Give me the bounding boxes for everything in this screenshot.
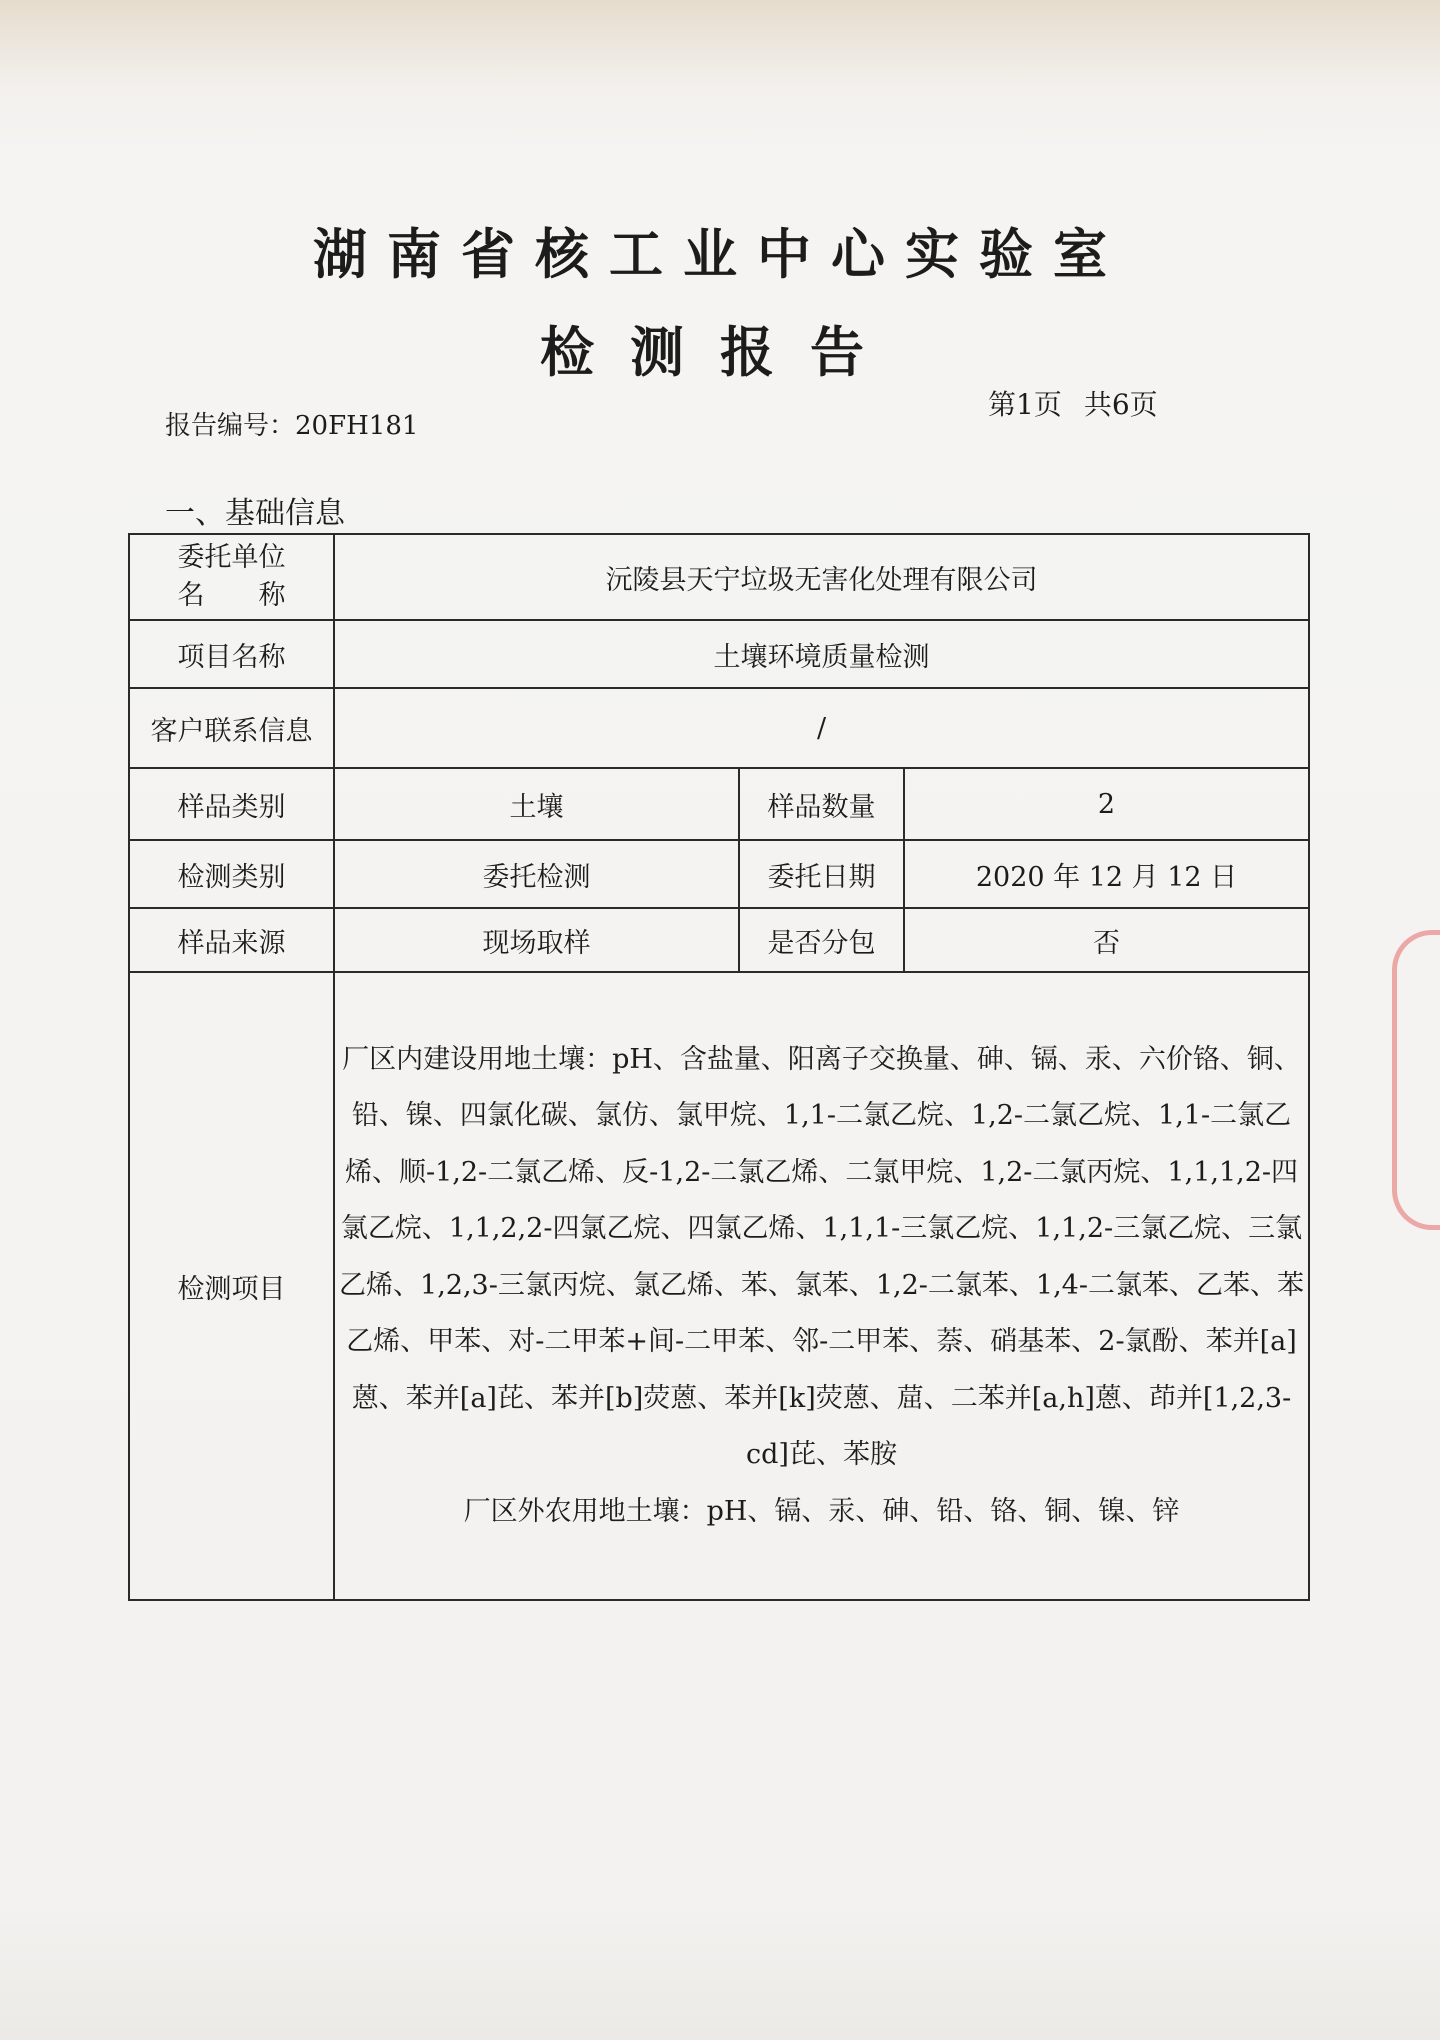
page-info bbox=[988, 383, 1180, 423]
page-number: 第1页 bbox=[988, 388, 1062, 421]
table-row bbox=[129, 620, 1309, 688]
document-title: 湖南省核工业中心实验室 bbox=[313, 223, 1127, 286]
entrust-date-label: 委托日期 bbox=[739, 840, 904, 908]
test-items-construction-land: 厂区内建设用地土壤：pH、含盐量、阳离子交换量、砷、镉、汞、六价铬、铜、铅、镍、四氯化碳、氯仿、氯甲烷、1,1-二氯乙烷、1,2-二氯乙烷、1,1-二氯乙烯、顺-1,2-二氯乙烯、反-1,2-二氯乙烯、二氯甲烷、1,2-二氯丙烷、1,1,1,2-四氯乙烷、1,1,2,2-四氯乙烷、四氯乙烯、1,1,1-三氯乙烷、1,1,2-三氯乙烷、三氯乙烯、1,2,3-三氯丙烷、氯乙烯、苯、氯苯、1,2-二氯苯、1,4-二氯苯、乙苯、苯乙烯、甲苯、对-二甲苯+间-二甲苯、邻-二甲苯、萘、硝基苯、2-氯酚、苯并[a]蒽、苯并[a]芘、苯并[b]荧蒽、苯并[k]荧蒽、䓛、二苯并[a,h]蒽、茚并[1,2,3-cd]芘、苯胺 bbox=[339, 1043, 1304, 1471]
test-items-farmland: 厂区外农用地土壤：pH、镉、汞、砷、铅、铬、铜、镍、锌 bbox=[463, 1495, 1180, 1527]
table-row bbox=[129, 768, 1309, 840]
document-subtitle: 检测报告 bbox=[540, 321, 900, 384]
red-seal-stamp bbox=[1392, 930, 1440, 1230]
sample-count-value: 2 bbox=[904, 768, 1309, 840]
table-row bbox=[129, 688, 1309, 768]
entrust-date-value: 2020 年 12 月 12 日 bbox=[904, 840, 1309, 908]
contact-info-value: / bbox=[334, 688, 1309, 768]
table-row bbox=[129, 840, 1309, 908]
client-label-line1: 委托单位 bbox=[177, 542, 286, 573]
report-number: 报告编号：20FH181 bbox=[165, 411, 419, 441]
table-row bbox=[129, 534, 1309, 620]
test-items-label: 检测项目 bbox=[129, 972, 334, 1600]
client-label-line2: 名 称 bbox=[177, 580, 286, 611]
sample-count-label: 样品数量 bbox=[739, 768, 904, 840]
subcontract-value: 否 bbox=[904, 908, 1309, 972]
contact-info-label: 客户联系信息 bbox=[129, 688, 334, 768]
basic-info-table bbox=[128, 533, 1310, 1601]
table-row bbox=[129, 972, 1309, 1600]
subcontract-label: 是否分包 bbox=[739, 908, 904, 972]
total-pages: 共6页 bbox=[1083, 388, 1158, 421]
test-type-value: 委托检测 bbox=[334, 840, 739, 908]
test-items-value bbox=[334, 972, 1309, 1600]
client-name-value: 沅陵县天宁垃圾无害化处理有限公司 bbox=[334, 534, 1309, 620]
table-row bbox=[129, 908, 1309, 972]
sample-source-label: 样品来源 bbox=[129, 908, 334, 972]
test-type-label: 检测类别 bbox=[129, 840, 334, 908]
sample-type-value: 土壤 bbox=[334, 768, 739, 840]
sample-source-value: 现场取样 bbox=[334, 908, 739, 972]
sample-type-label: 样品类别 bbox=[129, 768, 334, 840]
client-name-label bbox=[129, 534, 334, 620]
section-title: 一、基础信息 bbox=[165, 496, 345, 531]
project-name-label: 项目名称 bbox=[129, 620, 334, 688]
project-name-value: 土壤环境质量检测 bbox=[334, 620, 1309, 688]
